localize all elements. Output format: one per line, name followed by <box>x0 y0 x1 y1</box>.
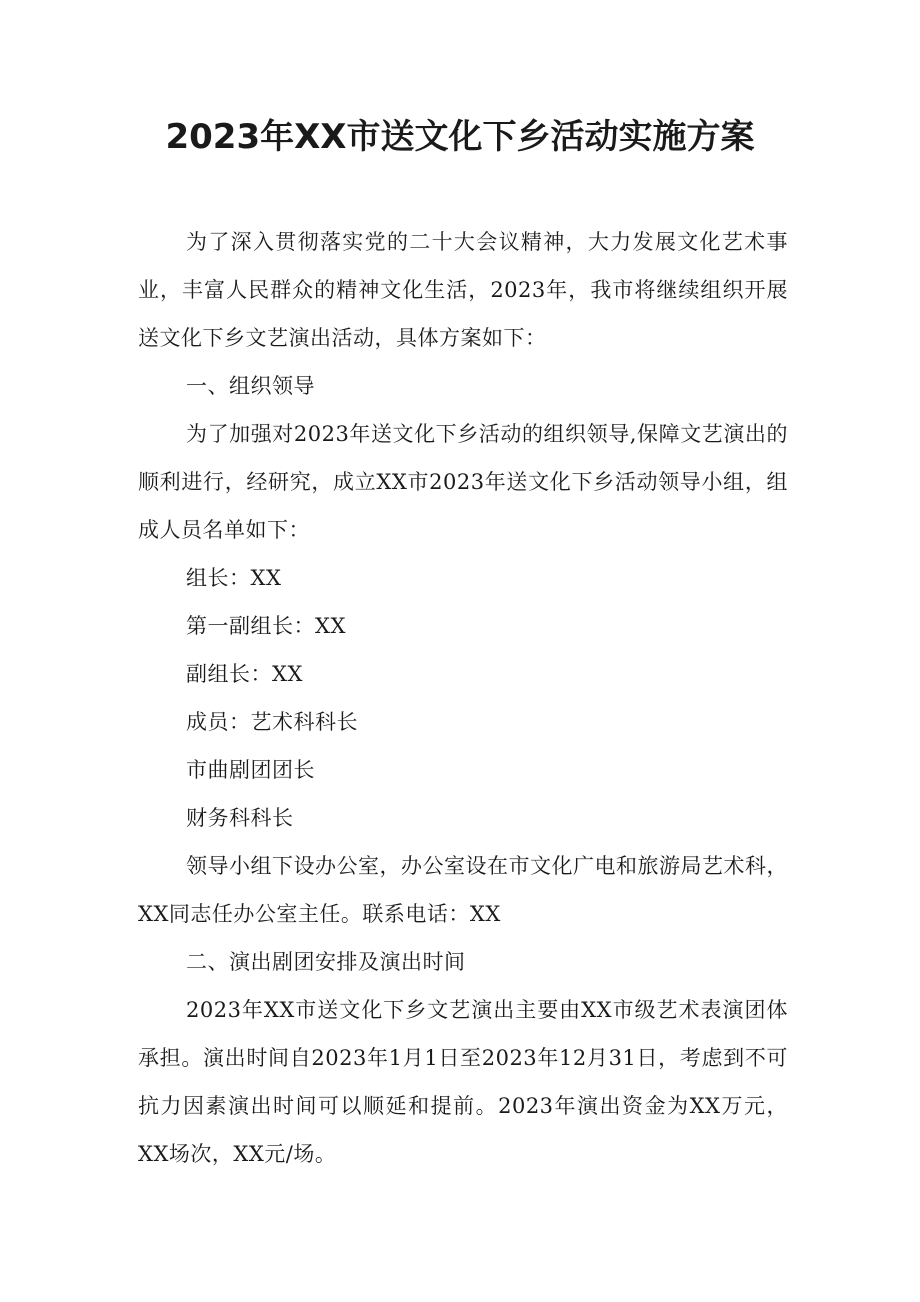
document-title: 2023年XX市送文化下乡活动实施方案 <box>165 117 755 157</box>
first-deputy-line: 第一副组长：XX <box>186 614 346 638</box>
member-line-3: 财务科科长 <box>186 806 294 830</box>
deputy-line: 副组长：XX <box>186 662 303 686</box>
section-2-paragraph: 2023年XX市送文化下乡文艺演出主要由XX市级艺术表演团体承担。演出时间自2023年1月1日至2023年12月31日，考虑到不可抗力因素演出时间可以顺延和提前。2023年演出资金为XX万元，XX场次，XX元/场。 <box>138 998 788 1166</box>
section-1-heading: 一、组织领导 <box>186 374 315 398</box>
section-2-heading: 二、演出剧团安排及演出时间 <box>186 950 466 974</box>
member-line-1: 成员：艺术科科长 <box>186 710 358 734</box>
office-paragraph: 领导小组下设办公室，办公室设在市文化广电和旅游局艺术科，XX同志任办公室主任。联系电话：XX <box>138 854 788 926</box>
document-body <box>138 218 788 1178</box>
leader-line: 组长：XX <box>186 566 282 590</box>
intro-paragraph: 为了深入贯彻落实党的二十大会议精神，大力发展文化艺术事业，丰富人民群众的精神文化生活，2023年，我市将继续组织开展送文化下乡文艺演出活动，具体方案如下： <box>138 230 788 350</box>
section-1-paragraph: 为了加强对2023年送文化下乡活动的组织领导,保障文艺演出的顺利进行，经研究，成立XX市2023年送文化下乡活动领导小组，组成人员名单如下： <box>138 422 788 542</box>
member-line-2: 市曲剧团团长 <box>186 758 315 782</box>
